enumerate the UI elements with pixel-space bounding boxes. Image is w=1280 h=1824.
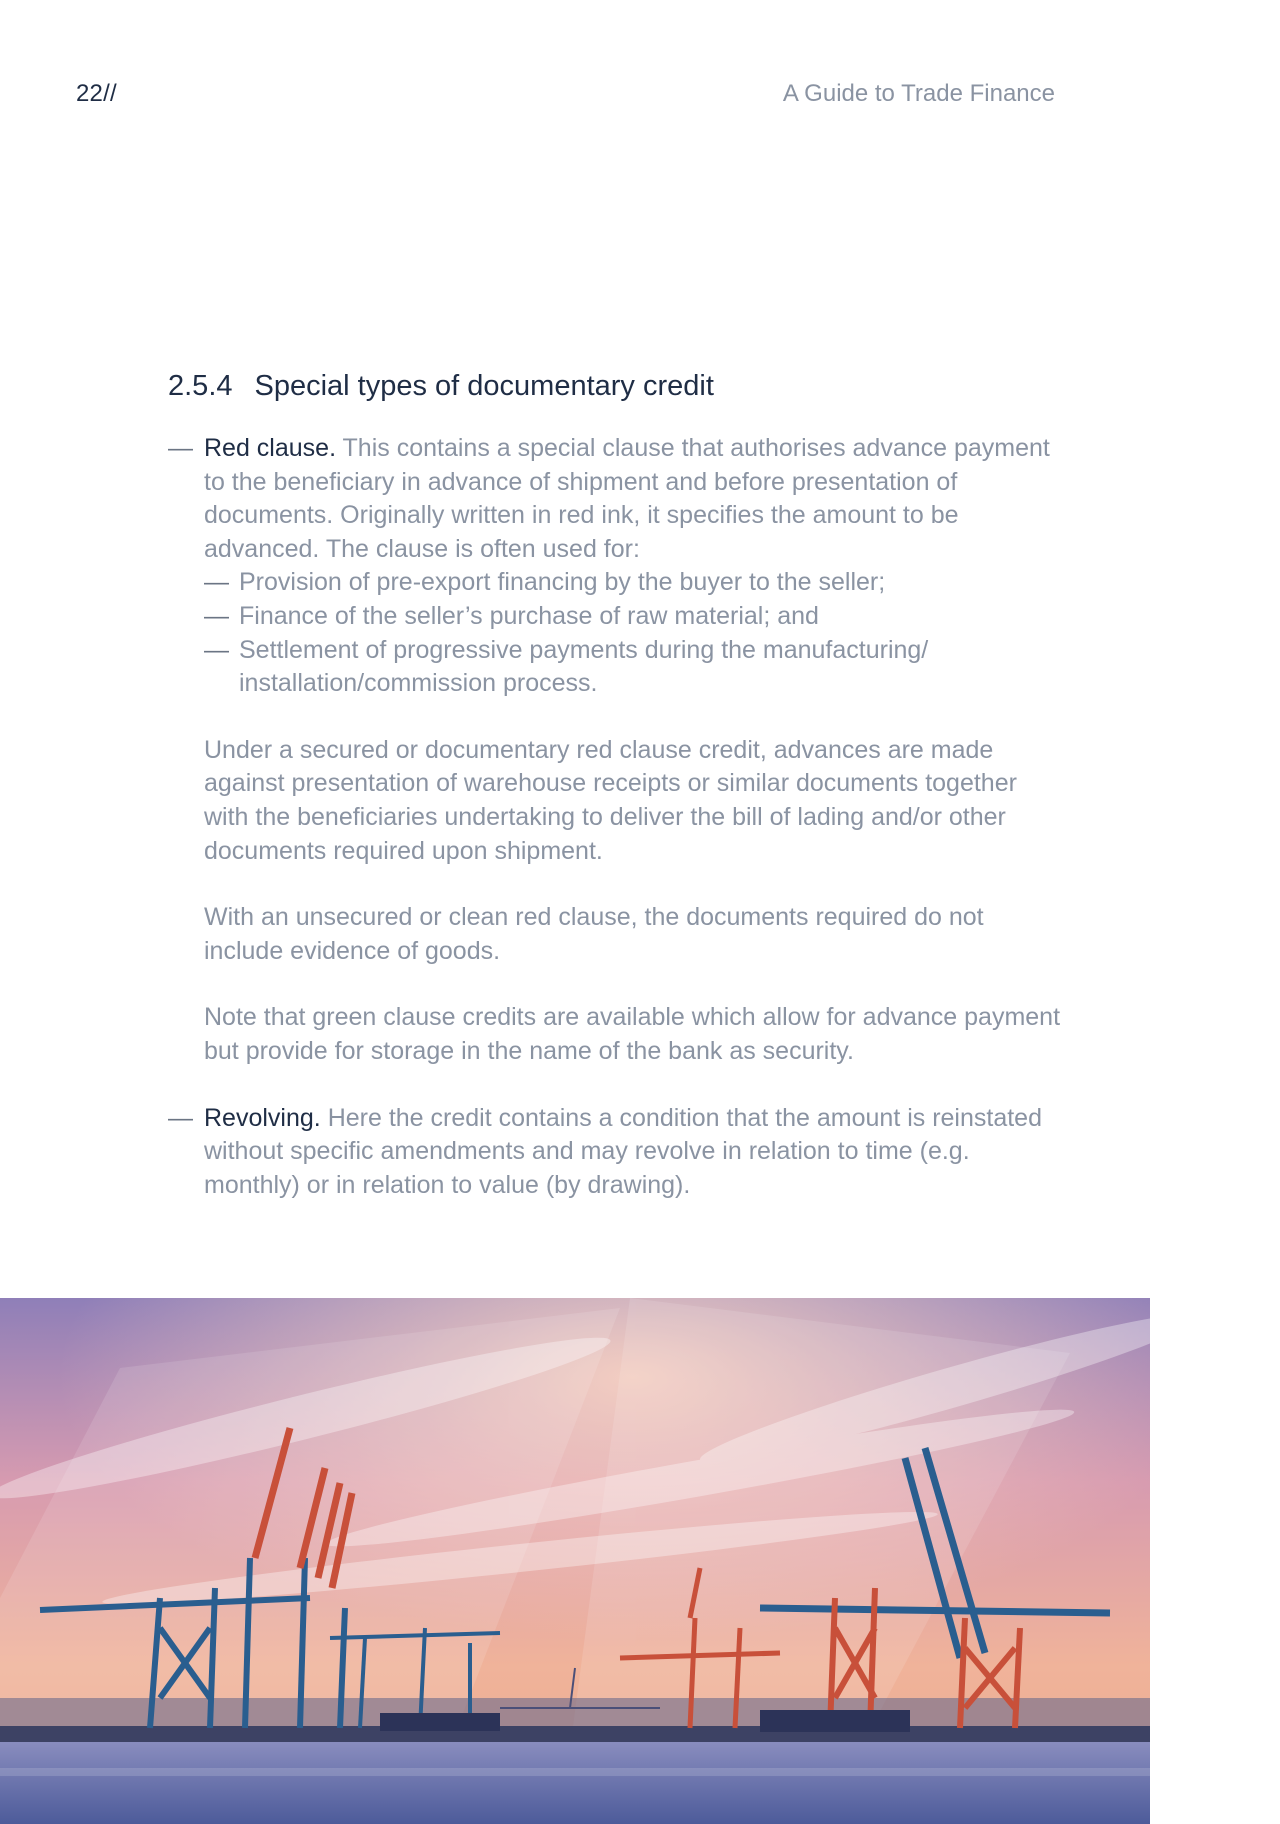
page-number: 22//	[76, 80, 117, 107]
water-reflection	[0, 1768, 1150, 1776]
red-clause-lead: Red clause.	[204, 434, 337, 462]
horizon-band	[0, 1698, 1150, 1728]
dash-marker: —	[168, 1103, 193, 1132]
running-title: A Guide to Trade Finance	[782, 80, 1055, 107]
port-cranes-photo	[0, 1298, 1150, 1824]
section-number: 2.5.4	[168, 370, 233, 402]
red-clause-uses-list	[204, 566, 1068, 700]
harbour-water	[0, 1738, 1150, 1824]
bullet-revolving	[168, 1102, 1068, 1203]
red-clause-intro	[204, 432, 1068, 566]
dash-marker: —	[168, 434, 193, 462]
list-item	[204, 566, 1068, 600]
list-item-text: Settlement of progressive payments during the manufacturing/ installation/commission process.	[239, 635, 929, 698]
revolving-lead: Revolving.	[204, 1103, 321, 1132]
unsecured-red-clause-paragraph: With an unsecured or clean red clause, the documents required do not include evidence of goods.	[204, 903, 984, 965]
quay-wall	[0, 1726, 1150, 1742]
red-clause-intro-text: This contains a special clause that authorises advance payment to the beneficiary in advance of shipment and before presentation of documents. Originally written in red ink, it specifies the amount to be advanced. The clause is often used for:	[204, 434, 1050, 563]
port-illustration	[0, 1298, 1150, 1824]
dash-marker: —	[204, 568, 229, 597]
list-item	[204, 600, 1068, 634]
content-body	[168, 432, 1068, 1202]
dash-marker: —	[204, 635, 229, 664]
revolving-paragraph	[204, 1102, 1068, 1203]
list-item	[204, 634, 1068, 701]
list-item-text: Provision of pre-export financing by the buyer to the seller;	[239, 568, 886, 597]
list-item-text: Finance of the seller’s purchase of raw material; and	[239, 601, 819, 630]
section-heading	[168, 370, 714, 403]
green-clause-paragraph: Note that green clause credits are available which allow for advance payment but provide for storage in the name of the bank as security.	[204, 1003, 1061, 1065]
section-title: Special types of documentary credit	[254, 370, 714, 402]
dash-marker: —	[204, 601, 229, 630]
revolving-text: Here the credit contains a condition that the amount is reinstated without specific amendments and may revolve in relation to time (e.g. monthly) or in relation to value (by drawing).	[204, 1103, 1042, 1199]
bullet-red-clause	[168, 432, 1068, 1069]
secured-red-clause-paragraph: Under a secured or documentary red clause credit, advances are made against presentation of warehouse receipts or similar documents together with the beneficiaries undertaking to deliver the bill of lading and/or other documents required upon shipment.	[204, 735, 1017, 865]
